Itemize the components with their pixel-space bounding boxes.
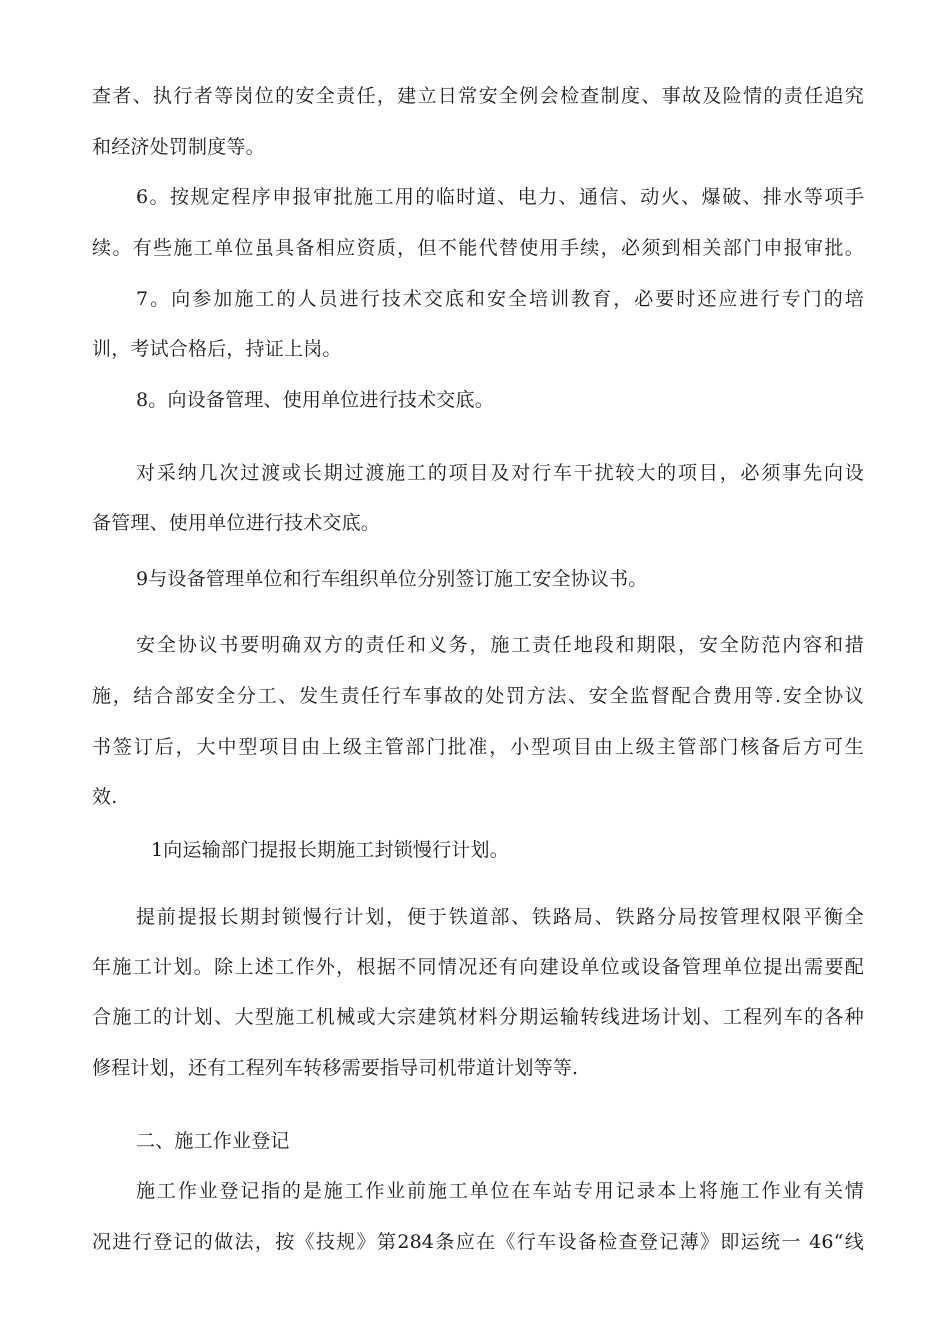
paragraph-line: 备管理、使用单位进行技术交底。 [92,512,381,534]
paragraph-line: 修程计划，还有工程列车转移需要指导司机带道计划等等. [92,1057,579,1079]
paragraph-line: 7。向参加施工的人员进行技术交底和安全培训教育，必要时还应进行专门的培 [136,288,864,310]
paragraph-line: 训，考试合格后，持证上岗。 [92,338,342,360]
paragraph-line: 年施工计划。除上述工作外，根据不同情况还有向建设单位或设备管理单位提出需要配 [92,956,864,978]
paragraph-line: 施，结合部安全分工、发生责任行车事故的处罚方法、安全监督配合费用等.安全协议 [92,685,864,707]
paragraph-line: 续。有些施工单位虽具备相应资质，但不能代替使用手续，必须到相关部门申报审批。 [92,237,864,259]
paragraph-line: 书签订后，大中型项目由上级主管部门批准，小型项目由上级主管部门核备后方可生 [92,736,864,758]
section-heading: 二、施工作业登记 [136,1130,290,1152]
paragraph-line: 安全协议书要明确双方的责任和义务，施工责任地段和期限，安全防范内容和措 [136,634,864,656]
paragraph-line: 8。向设备管理、使用单位进行技术交底。 [136,389,494,411]
paragraph-line: 对采纳几次过渡或长期过渡施工的项目及对行车干扰较大的项目，必须事先向设 [136,462,864,484]
paragraph-line: 查者、执行者等岗位的安全责任，建立日常安全例会检查制度、事故及险情的责任追究 [92,85,864,107]
paragraph-line: 6。按规定程序申报审批施工用的临时道、电力、通信、动火、爆破、排水等项手 [136,186,864,208]
paragraph-line: 合施工的计划、大型施工机械或大宗建筑材料分期运输转线进场计划、工程列车的各种 [92,1006,864,1028]
paragraph-line: 1向运输部门提报长期施工封锁慢行计划。 [151,839,509,861]
paragraph-line: 效. [92,786,118,808]
paragraph-line: 和经济处罚制度等。 [92,136,265,158]
paragraph-line: 9与设备管理单位和行车组织单位分别签订施工安全协议书。 [136,568,648,590]
paragraph-line: 况进行登记的做法，按《技规》第284条应在《行车设备检查登记薄》即运统一 46“线 [92,1231,864,1253]
paragraph-line: 提前提报长期封锁慢行计划，便于铁道部、铁路局、铁路分局按管理权限平衡全 [136,906,864,928]
paragraph-line: 施工作业登记指的是施工作业前施工单位在车站专用记录本上将施工作业有关情 [136,1180,864,1202]
